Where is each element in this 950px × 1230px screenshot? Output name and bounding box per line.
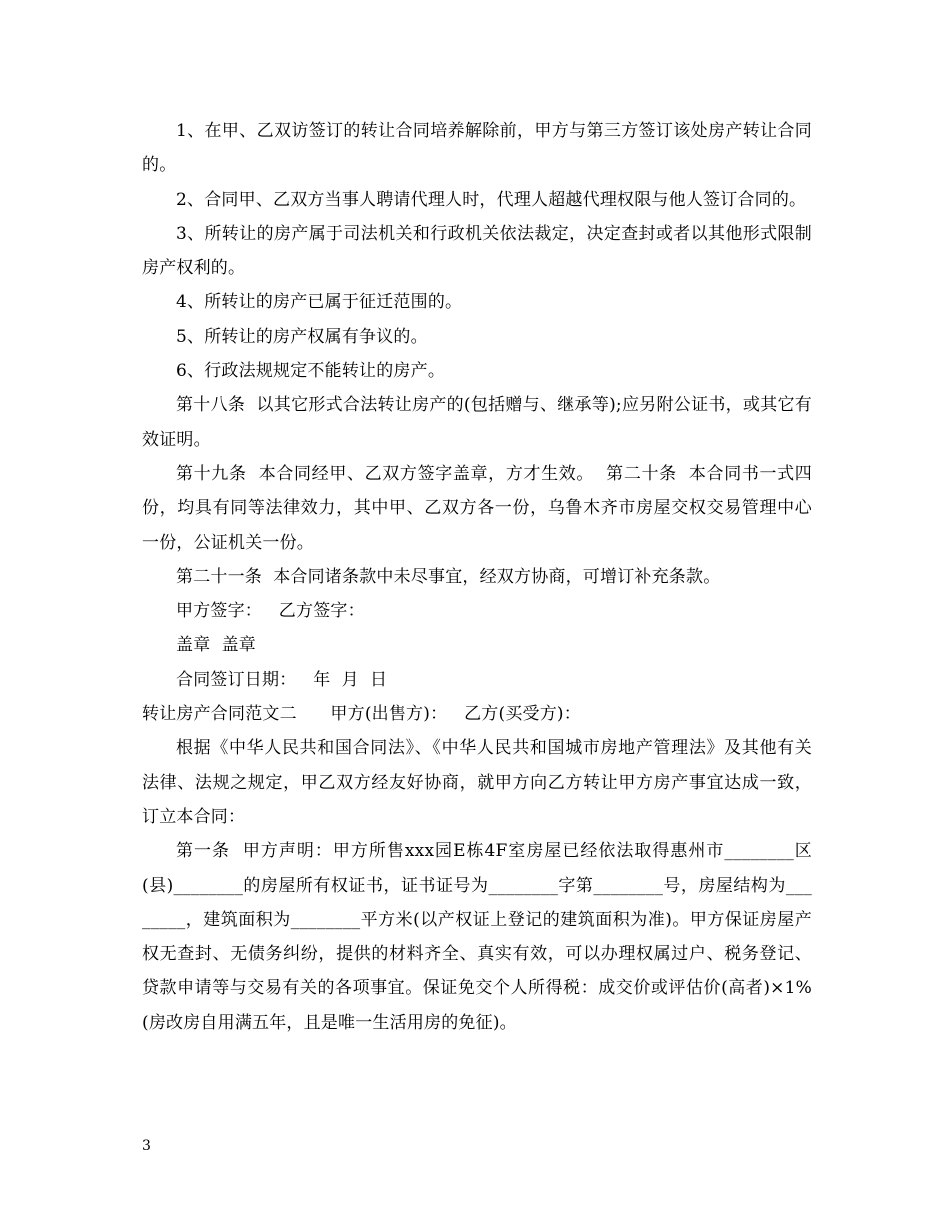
signing-date-line: 合同签订日期： 年 月 日 <box>176 669 388 690</box>
article-21: 第二十一条 本合同诸条款中未尽事宜，经双方协商，可增订补充条款。 <box>176 566 721 587</box>
document-body <box>142 114 812 1040</box>
sample-two-heading: 转让房产合同范文二 甲方(出售方)： 乙方(买受方)： <box>142 704 581 725</box>
article-1: 第一条 甲方声明：甲方所售xxx园E栋4F室房屋已经依法取得惠州市________区(县)________的房屋所有权证书，证书证号为________字第________号，房屋结构为________，建筑面积为________平方米(以产权证上登记的建筑面积为准)。甲方保证房屋产权无查封、无债务纠纷，提供的材料齐全、真实有效，可以办理权属过户、税务登记、贷款申请等与交易有关的各项事宜。保证免交个人所得税：成交价或评估价(高者)×1%(房改房自用满五年，且是唯一生活用房的免征)。 <box>142 841 812 1033</box>
page-number: 3 <box>142 1138 151 1154</box>
clause-item-6: 6、行政法规规定不能转让的房产。 <box>176 361 446 382</box>
signature-line: 甲方签字： 乙方签字： <box>176 601 365 622</box>
clause-item-4: 4、所转让的房产已属于征迁范围的。 <box>176 292 463 313</box>
preamble-paragraph: 根据《中华人民共和国合同法》、《中华人民共和国城市房地产管理法》及其他有关法律、法规之规定，甲乙双方经友好协商，就甲方向乙方转让甲方房产事宜达成一致，订立本合同： <box>142 738 812 827</box>
clause-item-2: 2、合同甲、乙双方当事人聘请代理人时，代理人超越代理权限与他人签订合同的。 <box>176 189 807 210</box>
clause-item-3: 3、所转让的房产属于司法机关和行政机关依法裁定，决定查封或者以其他形式限制房产权利的。 <box>142 223 812 279</box>
seal-line: 盖章 盖章 <box>176 635 257 656</box>
clause-item-5: 5、所转让的房产权属有争议的。 <box>176 326 428 347</box>
article-19-20: 第十九条 本合同经甲、乙双方签字盖章，方才生效。 第二十条 本合同书一式四份，均具有同等法律效力，其中甲、乙双方各一份，乌鲁木齐市房屋交权交易管理中心一份，公证机关一份。 <box>142 463 812 553</box>
clause-item-1: 1、在甲、乙双访签订的转让合同培养解除前，甲方与第三方签订该处房产转让合同的。 <box>142 121 812 176</box>
article-18: 第十八条 以其它形式合法转让房产的(包括赠与、继承等);应另附公证书，或其它有效证明。 <box>142 395 812 450</box>
